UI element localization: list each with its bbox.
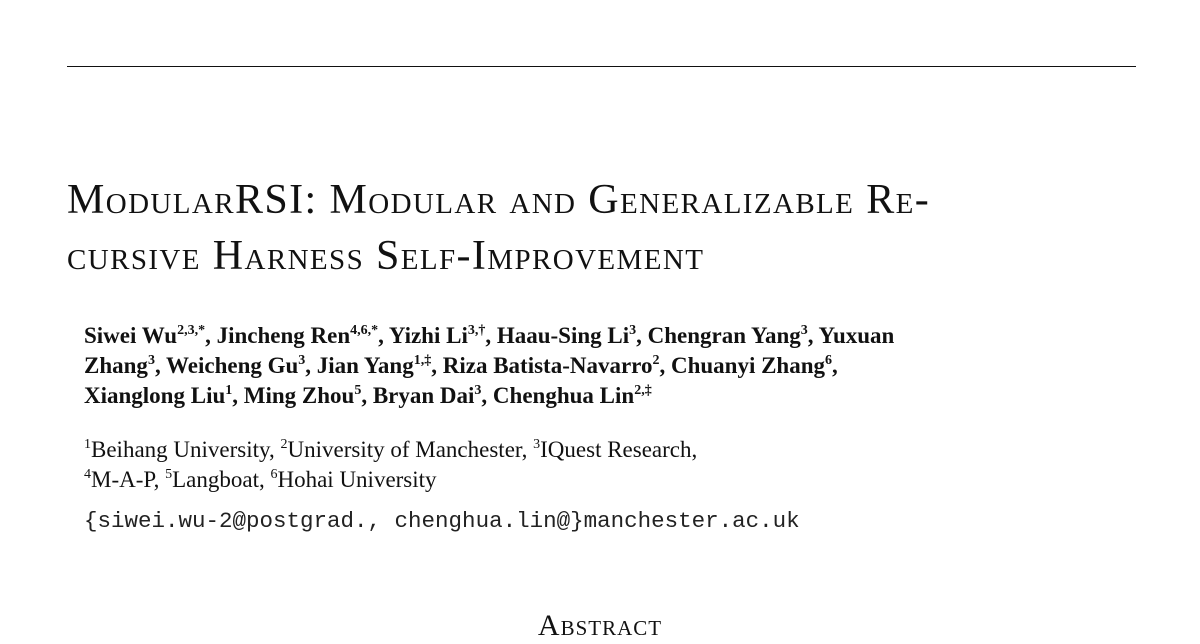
- author-affiliation-marker: 4,6,*: [350, 323, 379, 338]
- affiliation-line-1: [84, 435, 984, 465]
- author-affiliation-marker: 5: [354, 383, 362, 398]
- affiliation-marker: 4: [84, 467, 91, 482]
- author-separator: ,: [659, 353, 671, 378]
- author-separator: ,: [205, 323, 217, 348]
- author-separator: ,: [232, 383, 244, 408]
- author-name: Yizhi Li: [388, 323, 468, 348]
- author-separator: ,: [832, 353, 838, 378]
- affiliation-marker: 6: [270, 467, 278, 482]
- author-separator: ,: [807, 323, 819, 348]
- affiliation-name: M-A-P,: [91, 467, 166, 492]
- author-separator: ,: [636, 323, 648, 348]
- affiliation-list: [84, 435, 984, 495]
- affiliation-marker: 3: [533, 437, 541, 452]
- author-affiliation-marker: 3: [298, 353, 306, 368]
- header-rule: [67, 66, 1136, 67]
- author-affiliation-marker: 3: [474, 383, 482, 398]
- author-affiliation-marker: 2,3,*: [177, 323, 206, 338]
- author-separator: ,: [485, 323, 497, 348]
- author-name: Zhang: [84, 353, 148, 378]
- author-separator: ,: [154, 353, 167, 378]
- author-separator: ,: [378, 323, 389, 348]
- author-name: Xianglong Liu: [84, 383, 226, 408]
- affiliation-name: IQuest Research,: [540, 437, 698, 462]
- author-name: Haau-Sing Li: [496, 323, 630, 348]
- author-affiliation-marker: 2,‡: [634, 383, 652, 398]
- author-name: Chuanyi Zhang: [670, 353, 826, 378]
- author-name: Ming Zhou: [243, 383, 355, 408]
- title-line-2: cursive Harness Self-Improvement: [67, 233, 705, 279]
- author-name: Siwei Wu: [84, 323, 178, 348]
- author-line-2: [84, 351, 1124, 381]
- author-name: Weicheng Gu: [166, 353, 299, 378]
- author-name: Yuxuan: [818, 323, 895, 348]
- author-separator: ,: [361, 383, 373, 408]
- title-line-1: ModularRSI: Modular and Generalizable Re-: [67, 177, 931, 223]
- author-affiliation-marker: 6: [825, 353, 833, 368]
- author-separator: ,: [305, 353, 317, 378]
- affiliation-name: Langboat,: [172, 467, 271, 492]
- author-line-1: [84, 321, 1124, 351]
- affiliation-marker: 2: [280, 437, 288, 452]
- author-affiliation-marker: 3,†: [467, 323, 486, 338]
- author-name: Chengran Yang: [647, 323, 801, 348]
- author-name: Riza Batista-Navarro: [442, 353, 653, 378]
- author-name: Jian Yang: [316, 353, 414, 378]
- affiliation-name: Hohai University: [277, 467, 437, 492]
- affiliation-marker: 1: [84, 437, 91, 452]
- author-affiliation-marker: 3: [800, 323, 808, 338]
- author-list: [84, 321, 1124, 411]
- paper-title: [67, 172, 1142, 284]
- author-name: Bryan Dai: [372, 383, 475, 408]
- affiliation-name: Beihang University,: [91, 437, 281, 462]
- author-affiliation-marker: 3: [147, 353, 155, 368]
- abstract-heading: Abstract: [537, 609, 663, 642]
- author-name: Chenghua Lin: [492, 383, 635, 408]
- author-separator: ,: [431, 353, 443, 378]
- affiliation-marker: 5: [165, 467, 173, 482]
- author-line-3: [84, 381, 1124, 411]
- author-affiliation-marker: 3: [629, 323, 637, 338]
- contact-email: {siwei.wu-2@postgrad., chenghua.lin@}manchester.ac.uk: [84, 508, 800, 534]
- author-affiliation-marker: 1: [225, 383, 233, 398]
- affiliation-line-2: [84, 465, 984, 495]
- author-name: Jincheng Ren: [216, 323, 351, 348]
- author-affiliation-marker: 1,‡: [413, 353, 432, 368]
- author-separator: ,: [481, 383, 493, 408]
- author-affiliation-marker: 2: [652, 353, 660, 368]
- affiliation-name: University of Manchester,: [287, 437, 534, 462]
